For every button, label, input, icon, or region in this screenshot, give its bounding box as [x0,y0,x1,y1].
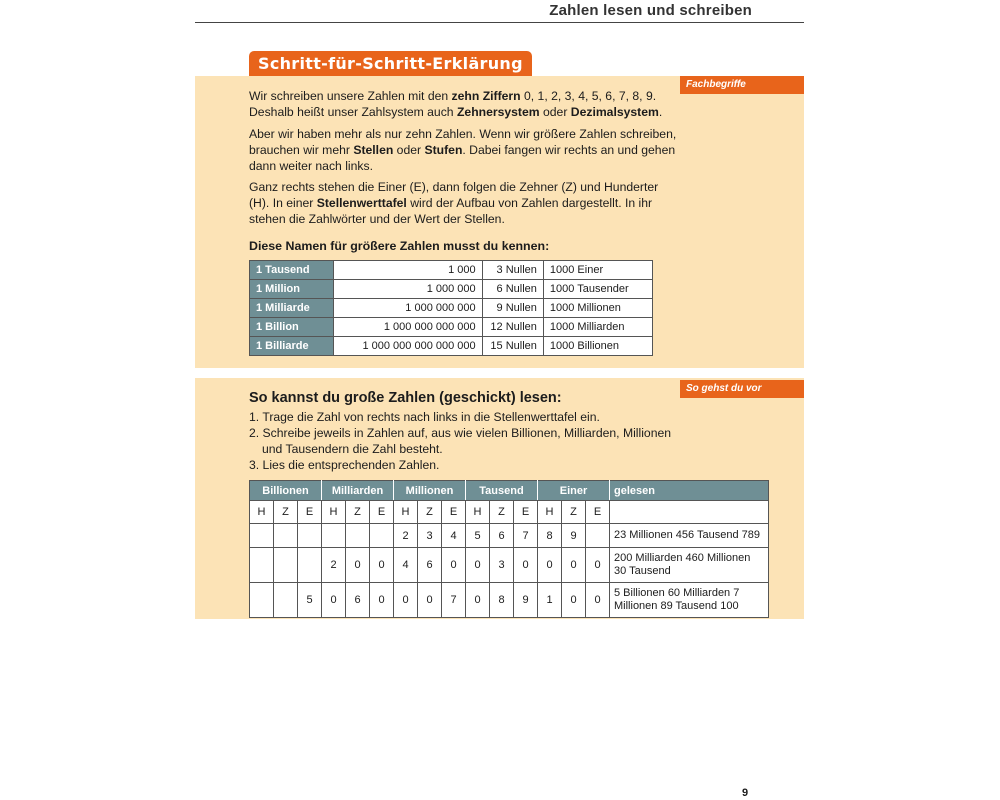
place-letter: H [466,501,490,524]
digit-cell: 7 [514,524,538,548]
number-name: 1 Billiarde [250,337,334,356]
place-letters-row [250,501,769,524]
header-title: Zahlen lesen und schreiben [549,2,752,19]
digit-cell: 9 [562,524,586,548]
place-letter: Z [562,501,586,524]
digit-cell: 4 [394,548,418,583]
digit-cell: 9 [514,583,538,618]
digit-cell: 4 [442,524,466,548]
procedure-heading: So kannst du große Zahlen (geschickt) lesen: [249,390,562,406]
digit-cell: 8 [538,524,562,548]
digit-cell [346,524,370,548]
number-name: 1 Billion [250,318,334,337]
digit-cell: 2 [322,548,346,583]
number-value: 1 000 000 000 [334,299,483,318]
text: Aber wir haben mehr als nur zehn Zahlen. Wenn wir größere Zahlen schreiben, brauchen wir mehr [249,127,677,157]
term: zehn Ziffern [451,89,521,103]
digit-cell: 0 [562,548,586,583]
term: Dezimalsystem [570,105,659,119]
digit-cell [370,524,394,548]
paragraph-place-value [249,179,679,227]
section-tab: Schritt-für-Schritt-Erklärung [249,51,532,77]
number-value: 1 000 [334,261,483,280]
equivalent: 1000 Millionen [543,299,652,318]
steps-list [249,409,689,473]
place-letter: E [586,501,610,524]
digit-cell [274,548,298,583]
table-row [250,524,769,548]
term: Stellen [353,143,394,157]
names-subheading: Diese Namen für größere Zahlen musst du kennen: [249,239,550,253]
read-cell-empty [610,501,769,524]
digit-cell: 3 [490,548,514,583]
number-name: 1 Million [250,280,334,299]
text: . [658,105,663,119]
place-value-table [249,480,769,618]
digit-cell: 0 [322,583,346,618]
digit-cell: 5 [466,524,490,548]
group-header: Tausend [466,481,538,501]
equivalent: 1000 Milliarden [543,318,652,337]
text: 0, 1, 2, 3, 4, 5, 6, 7, 8, 9. Deshalb heißt unser Zahlsystem auch [249,89,657,119]
side-tag-so-gehst-du-vor: So gehst du vor [680,380,804,398]
place-letter: Z [274,501,298,524]
digit-cell: 5 [298,583,322,618]
paragraph-digits [249,88,679,120]
digit-cell: 0 [514,548,538,583]
place-letter: Z [346,501,370,524]
digit-cell: 7 [442,583,466,618]
table-row [250,318,653,337]
term: Zehnersystem [456,105,540,119]
term: Stellenwerttafel [316,196,407,210]
number-value: 1 000 000 000 000 000 [334,337,483,356]
equivalent: 1000 Billionen [543,337,652,356]
text: wird der Aufbau von Zahlen dargestellt. In ihr stehen die Zahlwörter und der Wert der Stellen. [249,196,653,226]
number-names-table [249,260,653,356]
table-row [250,299,653,318]
digit-cell: 6 [418,548,442,583]
number-value: 1 000 000 000 000 [334,318,483,337]
step-item: 1. Trage die Zahl von rechts nach links in die Stellenwerttafel ein. [249,410,600,424]
equivalent: 1000 Tausender [543,280,652,299]
procedure-box [195,378,804,619]
digit-cell: 6 [346,583,370,618]
place-letter: H [538,501,562,524]
digit-cell [274,524,298,548]
zero-count: 6 Nullen [482,280,543,299]
zero-count: 9 Nullen [482,299,543,318]
zero-count: 3 Nullen [482,261,543,280]
digit-cell: 0 [442,548,466,583]
paragraph-places [249,126,679,174]
table-row [250,583,769,618]
text: . Dabei fangen wir rechts an und gehen dann weiter nach links. [249,143,676,173]
group-header: Einer [538,481,610,501]
place-letter: E [514,501,538,524]
place-letter: Z [490,501,514,524]
place-letter: E [442,501,466,524]
digit-cell: 0 [370,548,394,583]
table-row [250,280,653,299]
table-row [250,548,769,583]
digit-cell [250,524,274,548]
digit-cell: 0 [586,548,610,583]
place-letter: H [322,501,346,524]
digit-cell [298,524,322,548]
step-item: 3. Lies die entsprechenden Zahlen. [249,458,440,472]
place-letter: Z [418,501,442,524]
digit-cell: 0 [538,548,562,583]
place-letter: H [394,501,418,524]
digit-cell [250,548,274,583]
zero-count: 15 Nullen [482,337,543,356]
header-rule [195,22,804,23]
digit-cell: 0 [466,583,490,618]
number-value: 1 000 000 [334,280,483,299]
number-name: 1 Tausend [250,261,334,280]
read-text: 200 Milliarden 460 Millionen 30 Tausend [610,548,769,583]
digit-cell [250,583,274,618]
read-header: gelesen [610,481,769,501]
digit-cell: 0 [346,548,370,583]
digit-cell: 0 [370,583,394,618]
group-header: Billionen [250,481,322,501]
digit-cell: 0 [394,583,418,618]
digit-cell: 0 [466,548,490,583]
place-letter: E [370,501,394,524]
read-text: 23 Millionen 456 Tausend 789 [610,524,769,548]
table-row [250,261,653,280]
digit-cell: 6 [490,524,514,548]
digit-cell [298,548,322,583]
term: Stufen [424,143,463,157]
digit-cell: 0 [562,583,586,618]
table-row [250,337,653,356]
step-item: 2. Schreibe jeweils in Zahlen auf, aus wie vielen Billionen, Milliarden, Millionen und Tausendern die Zahl besteht. [249,426,672,456]
text: oder [539,105,571,119]
digit-cell [586,524,610,548]
side-tag-fachbegriffe: Fachbegriffe [680,76,804,94]
text: Wir schreiben unsere Zahlen mit den [249,89,452,103]
text: oder [393,143,425,157]
digit-cell: 0 [418,583,442,618]
number-name: 1 Milliarde [250,299,334,318]
digit-cell: 8 [490,583,514,618]
digit-cell: 3 [418,524,442,548]
zero-count: 12 Nullen [482,318,543,337]
digit-cell: 0 [586,583,610,618]
place-letter: E [298,501,322,524]
text: Ganz rechts stehen die Einer (E), dann folgen die Zehner (Z) und Hunderter (H). In einer [249,180,659,210]
read-text: 5 Billionen 60 Milliarden 7 Millionen 89 Tausend 100 [610,583,769,618]
digit-cell: 1 [538,583,562,618]
page-number: 9 [742,787,749,799]
group-header: Milliarden [322,481,394,501]
group-header-row [250,481,769,501]
digit-cell [322,524,346,548]
digit-cell [274,583,298,618]
digit-cell: 2 [394,524,418,548]
group-header: Millionen [394,481,466,501]
equivalent: 1000 Einer [543,261,652,280]
place-letter: H [250,501,274,524]
explanation-box [195,76,804,368]
